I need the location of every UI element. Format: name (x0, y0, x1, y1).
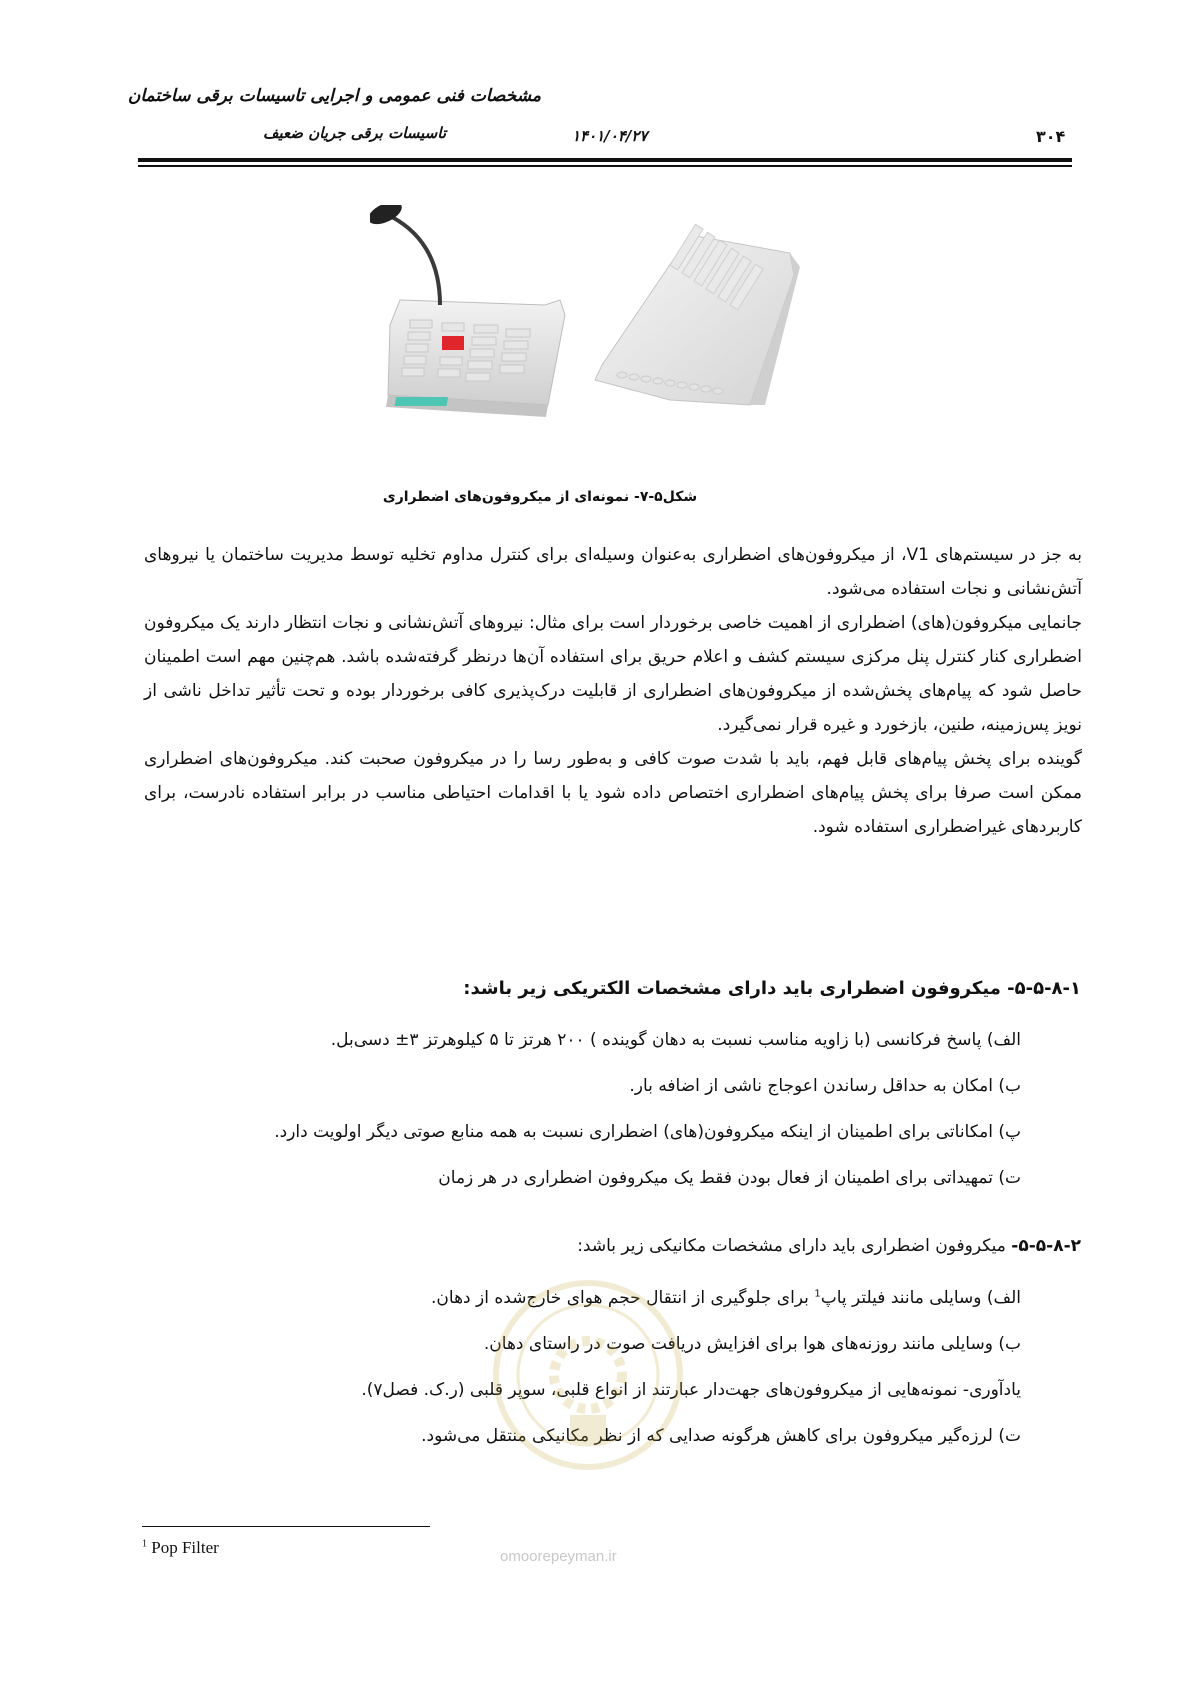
body-text (144, 538, 1082, 844)
paragraph: به جز در سیستم‌های V1، از میکروفون‌های اضطراری به‌عنوان وسیله‌ای برای کنترل مداوم تخلیه توسط مدیریت ساختمان یا نیروهای آتش‌نشانی و نجات استفاده می‌شود. (144, 545, 1082, 599)
figure-caption: شکل۵-۷- نمونه‌ای از میکروفون‌های اضطراری (382, 489, 698, 505)
paragraph: گوینده برای پخش پیام‌های قابل فهم، باید با شدت صوت کافی و به‌طور رسا را در میکروفون صحبت کند. میکروفون‌های اضطراری ممکن است صرفا برای پخش پیام‌های اضطراری اختصاص داده شود یا با اقدامات احتیاطی مناسب در برابر استفاده نادرست، برای کاربردهای غیراضطراری استفاده شود. (144, 749, 1082, 837)
list-item: پ) امکاناتی برای اطمینان از اینکه میکروفون(های) اضطراری نسبت به همه منابع صوتی دیگر اولویت دارد. (274, 1122, 1021, 1142)
footnote-mark: 1 (142, 1538, 147, 1550)
microphone-console (370, 205, 565, 417)
extension-console (595, 224, 800, 405)
footnote-ref: 1 (814, 1288, 821, 1300)
note-text: یادآوری- نمونه‌هایی از میکروفون‌های جهت‌دار عبارتند از انواع قلبی، سوپر قلبی (ر.ک. فصل۷). (361, 1380, 1021, 1400)
footnote-text: Pop Filter (147, 1538, 219, 1557)
page-number: ۳۰۴ (1036, 127, 1066, 146)
section-heading-text: میکروفون اضطراری باید دارای مشخصات مکانیکی زیر باشد: (577, 1236, 1012, 1256)
header-rule-thick (138, 158, 1072, 162)
paragraph: جانمایی میکروفون(های) اضطراری از اهمیت خاصی برخوردار است برای مثال: نیروهای آتش‌نشانی و نجات انتظار دارند یک میکروفون اضطراری کنار کنترل پنل مرکزی سیستم کشف و اعلام حریق برای استفاده آن‌ها درنظر گرفته‌شده باشد. هم‌چنین مهم است اطمینان حاصل شود که پیام‌های پخش‌شده از میکروفون‌های اضطراری از قابلیت درک‌پذیری کافی برخوردار بوده و تحت تأثیر تداخل ناشی از نویز پس‌زمینه، طنین، بازخورد و غیره قرار نمی‌گیرد. (144, 613, 1082, 735)
footnote-rule (142, 1526, 430, 1527)
list-item-text: برای جلوگیری از انتقال حجم هوای خارج‌شده از دهان. (431, 1288, 815, 1308)
header-subtitle: تاسیسات برقی جریان ضعیف (262, 124, 446, 142)
list-item: ب) وسایلی مانند روزنه‌های هوا برای افزایش دریافت صوت در راستای دهان. (483, 1334, 1021, 1354)
watermark-seal (488, 1265, 688, 1485)
section-number: ۵-۵-۸-۲- (1011, 1236, 1081, 1256)
header-rule-thin (138, 165, 1072, 167)
header-title: مشخصات فنی عمومی و اجرایی تاسیسات برقی ساختمان (127, 86, 541, 106)
footnote (142, 1538, 219, 1558)
section-heading: ۵-۵-۸-۱- میکروفون اضطراری باید دارای مشخصات الکتریکی زیر باشد: (463, 978, 1081, 999)
list-item: ت) تمهیداتی برای اطمینان از فعال بودن فقط یک میکروفون اضطراری در هر زمان (438, 1168, 1021, 1188)
list-item-text: الف) وسایلی مانند فیلتر پاپ (820, 1288, 1021, 1308)
header-date: ۱۴۰۱/۰۴/۲۷ (572, 127, 648, 145)
emergency-microphones-figure (370, 205, 870, 465)
section-heading (577, 1236, 1081, 1256)
list-item: ت) لرزه‌گیر میکروفون برای کاهش هرگونه صدایی که از نظر مکانیکی منتقل می‌شود. (421, 1426, 1021, 1446)
ptt-green-bar (395, 397, 449, 406)
emergency-red-button (442, 336, 464, 350)
watermark-url: omoorepeyman.ir (500, 1548, 617, 1565)
list-item: الف) پاسخ فرکانسی (با زاویه مناسب نسبت به دهان گوینده ) ۲۰۰ هرتز تا ۵ کیلوهرتز ۳± دسی‌بل. (330, 1030, 1021, 1050)
list-item: ب) امکان به حداقل رساندن اعوجاج ناشی از اضافه بار. (629, 1076, 1021, 1096)
